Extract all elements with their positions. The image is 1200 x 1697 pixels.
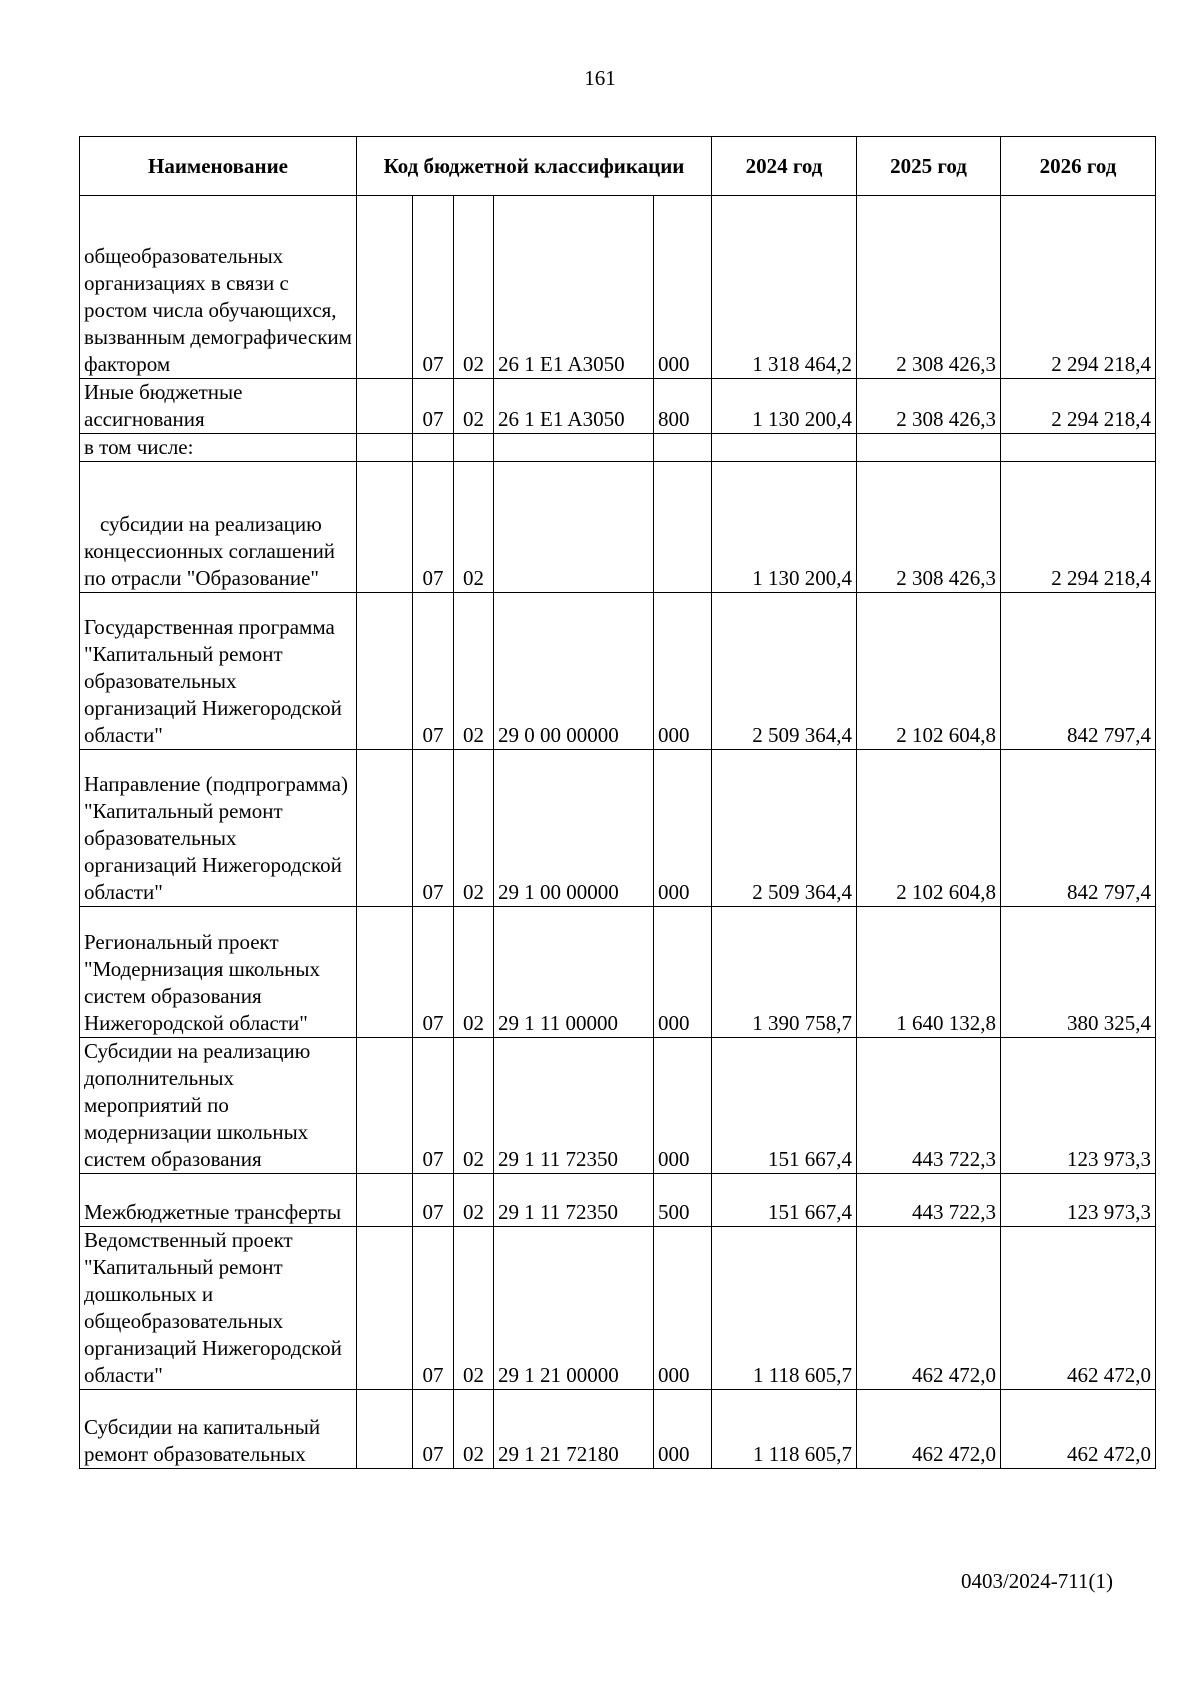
budget-table bbox=[79, 136, 1156, 1469]
row-code-target-text: 26 1 E1 A3050 bbox=[498, 352, 625, 376]
row-code-target bbox=[494, 196, 654, 379]
row-value-2026-text: 842 797,4 bbox=[1067, 880, 1152, 904]
row-code-grbs bbox=[357, 1227, 413, 1390]
header-name: Наименование bbox=[80, 137, 357, 196]
row-value-2025-text: 2 308 426,3 bbox=[896, 407, 997, 431]
row-value-2024-text: 1 130 200,4 bbox=[752, 566, 853, 590]
row-name bbox=[80, 1038, 357, 1174]
row-value-2024 bbox=[712, 907, 857, 1038]
row-code-subsection bbox=[454, 750, 494, 907]
header-2026: 2026 год bbox=[1001, 137, 1156, 196]
row-value-2025 bbox=[857, 434, 1001, 462]
row-code-section bbox=[413, 907, 454, 1038]
row-name bbox=[80, 379, 357, 434]
row-code-subsection-text: 02 bbox=[463, 352, 484, 376]
row-code-subsection-text: 02 bbox=[463, 1363, 484, 1387]
row-code-target bbox=[494, 1038, 654, 1174]
row-code-expense-type-text: 000 bbox=[658, 723, 690, 747]
row-name-text: Межбюджетные трансферты bbox=[84, 1200, 342, 1224]
row-value-2026 bbox=[1001, 1227, 1156, 1390]
table-body bbox=[80, 196, 1156, 1469]
row-value-2024-text: 151 667,4 bbox=[768, 1147, 853, 1171]
header-code: Код бюджетной классификации bbox=[357, 137, 712, 196]
row-code-subsection bbox=[454, 462, 494, 593]
row-value-2024-text: 2 509 364,4 bbox=[752, 723, 853, 747]
row-code-target-text: 29 1 11 72350 bbox=[498, 1200, 618, 1224]
row-code-grbs bbox=[357, 1174, 413, 1227]
row-name bbox=[80, 462, 357, 593]
row-code-subsection bbox=[454, 434, 494, 462]
row-value-2025 bbox=[857, 1038, 1001, 1174]
table-row bbox=[80, 907, 1156, 1038]
row-value-2024-text: 1 318 464,2 bbox=[752, 352, 853, 376]
row-code-subsection-text: 02 bbox=[463, 723, 484, 747]
row-code-expense-type-text: 500 bbox=[658, 1200, 690, 1224]
row-value-2024 bbox=[712, 196, 857, 379]
row-value-2024-text: 1 130 200,4 bbox=[752, 407, 853, 431]
row-value-2024 bbox=[712, 434, 857, 462]
document-code: 0403/2024-711(1) bbox=[960, 1569, 1113, 1593]
row-code-target bbox=[494, 1174, 654, 1227]
row-code-subsection-text: 02 bbox=[463, 407, 484, 431]
row-code-expense-type-text: 000 bbox=[658, 1147, 690, 1171]
row-code-expense-type-text: 000 bbox=[658, 352, 690, 376]
row-value-2026 bbox=[1001, 907, 1156, 1038]
row-code-target-text: 29 1 21 72180 bbox=[498, 1442, 619, 1466]
table-row bbox=[80, 379, 1156, 434]
row-value-2025-text: 443 722,3 bbox=[912, 1147, 997, 1171]
row-value-2024 bbox=[712, 1227, 857, 1390]
row-code-section-text: 07 bbox=[422, 352, 444, 376]
row-code-grbs bbox=[357, 379, 413, 434]
table-header-row bbox=[80, 137, 1156, 196]
row-code-section bbox=[413, 462, 454, 593]
row-value-2025-text: 462 472,0 bbox=[912, 1363, 997, 1387]
row-name-text: Государственная программа "Капитальный ремонт образовательных организаций Нижегородской области" bbox=[84, 615, 342, 747]
row-code-grbs bbox=[357, 593, 413, 750]
row-value-2024 bbox=[712, 1038, 857, 1174]
row-code-expense-type bbox=[654, 1390, 712, 1469]
row-code-grbs bbox=[357, 196, 413, 379]
row-value-2025-text: 2 102 604,8 bbox=[896, 880, 997, 904]
row-value-2026 bbox=[1001, 196, 1156, 379]
row-code-section-text: 07 bbox=[422, 1363, 444, 1387]
row-code-target-text: 29 0 00 00000 bbox=[498, 723, 619, 747]
row-value-2025 bbox=[857, 196, 1001, 379]
row-code-subsection-text: 02 bbox=[463, 880, 484, 904]
row-code-target bbox=[494, 462, 654, 593]
row-name bbox=[80, 593, 357, 750]
row-value-2026 bbox=[1001, 434, 1156, 462]
row-code-target-text: 29 1 11 72350 bbox=[498, 1147, 618, 1171]
row-code-grbs bbox=[357, 1038, 413, 1174]
row-value-2025 bbox=[857, 462, 1001, 593]
row-code-section bbox=[413, 379, 454, 434]
row-value-2025 bbox=[857, 593, 1001, 750]
row-code-target-text: 29 1 21 00000 bbox=[498, 1363, 619, 1387]
table-row bbox=[80, 1174, 1156, 1227]
row-code-expense-type-text: 800 bbox=[658, 407, 690, 431]
row-name bbox=[80, 1390, 357, 1469]
row-value-2024-text: 151 667,4 bbox=[768, 1200, 853, 1224]
row-name bbox=[80, 750, 357, 907]
header-2025: 2025 год bbox=[857, 137, 1001, 196]
row-code-expense-type bbox=[654, 1227, 712, 1390]
row-value-2024 bbox=[712, 379, 857, 434]
row-value-2025-text: 462 472,0 bbox=[912, 1442, 997, 1466]
row-code-target bbox=[494, 750, 654, 907]
row-code-section-text: 07 bbox=[422, 566, 444, 590]
row-value-2024 bbox=[712, 593, 857, 750]
table-row bbox=[80, 750, 1156, 907]
row-name-text: общеобразовательных организациях в связи с ростом числа обучающихся, вызванным демографическим фактором bbox=[84, 244, 352, 376]
row-value-2026 bbox=[1001, 1390, 1156, 1469]
row-code-target bbox=[494, 1390, 654, 1469]
row-code-grbs bbox=[357, 750, 413, 907]
row-code-target-text: 29 1 11 00000 bbox=[498, 1011, 618, 1035]
row-value-2025 bbox=[857, 1174, 1001, 1227]
row-code-expense-type bbox=[654, 196, 712, 379]
row-code-subsection bbox=[454, 593, 494, 750]
table-row bbox=[80, 196, 1156, 379]
header-2024: 2024 год bbox=[712, 137, 857, 196]
row-value-2024-text: 1 118 605,7 bbox=[753, 1442, 853, 1466]
row-code-target bbox=[494, 1227, 654, 1390]
row-code-section-text: 07 bbox=[422, 1147, 444, 1171]
row-code-subsection bbox=[454, 907, 494, 1038]
row-value-2025-text: 2 102 604,8 bbox=[896, 723, 997, 747]
row-code-section-text: 07 bbox=[422, 1011, 444, 1035]
row-code-subsection-text: 02 bbox=[463, 1011, 484, 1035]
row-code-expense-type bbox=[654, 750, 712, 907]
row-value-2024-text: 1 118 605,7 bbox=[753, 1363, 853, 1387]
row-code-target-text: 29 1 00 00000 bbox=[498, 880, 619, 904]
row-code-subsection bbox=[454, 196, 494, 379]
row-code-expense-type bbox=[654, 379, 712, 434]
row-value-2024 bbox=[712, 750, 857, 907]
row-value-2024-text: 1 390 758,7 bbox=[752, 1011, 853, 1035]
table-row bbox=[80, 593, 1156, 750]
row-code-target bbox=[494, 907, 654, 1038]
row-code-subsection-text: 02 bbox=[463, 1442, 484, 1466]
row-code-target-text: 26 1 E1 A3050 bbox=[498, 407, 625, 431]
row-name bbox=[80, 907, 357, 1038]
row-code-section-text: 07 bbox=[422, 1200, 444, 1224]
row-code-expense-type bbox=[654, 434, 712, 462]
row-code-subsection bbox=[454, 379, 494, 434]
row-value-2025 bbox=[857, 1227, 1001, 1390]
row-code-expense-type bbox=[654, 1174, 712, 1227]
row-value-2025 bbox=[857, 379, 1001, 434]
row-value-2025 bbox=[857, 907, 1001, 1038]
table-row bbox=[80, 462, 1156, 593]
row-name-text: в том числе: bbox=[84, 435, 194, 459]
row-code-subsection bbox=[454, 1038, 494, 1174]
table-row bbox=[80, 1038, 1156, 1174]
row-code-subsection-text: 02 bbox=[463, 566, 484, 590]
row-name-text: Субсидии на капитальный ремонт образовательных bbox=[84, 1415, 321, 1466]
row-name-text: Иные бюджетные ассигнования bbox=[84, 380, 243, 431]
row-code-subsection-text: 02 bbox=[463, 1200, 484, 1224]
row-code-grbs bbox=[357, 1390, 413, 1469]
row-value-2025-text: 1 640 132,8 bbox=[896, 1011, 997, 1035]
row-value-2026-text: 123 973,3 bbox=[1067, 1200, 1152, 1224]
row-value-2024 bbox=[712, 1390, 857, 1469]
row-code-expense-type-text: 000 bbox=[658, 1363, 690, 1387]
row-value-2026-text: 2 294 218,4 bbox=[1051, 407, 1152, 431]
row-code-subsection-text: 02 bbox=[463, 1147, 484, 1171]
row-code-expense-type-text: 000 bbox=[658, 1442, 690, 1466]
row-code-section bbox=[413, 1038, 454, 1174]
row-code-target bbox=[494, 593, 654, 750]
row-code-section bbox=[413, 1390, 454, 1469]
row-code-subsection bbox=[454, 1174, 494, 1227]
row-code-section-text: 07 bbox=[422, 723, 444, 747]
row-code-expense-type-text: 000 bbox=[658, 1011, 690, 1035]
row-code-section bbox=[413, 1227, 454, 1390]
row-code-grbs bbox=[357, 907, 413, 1038]
row-code-expense-type-text: 000 bbox=[658, 880, 690, 904]
row-code-section bbox=[413, 196, 454, 379]
row-name-text: Субсидии на реализацию дополнительных мероприятий по модернизации школьных систем образования bbox=[84, 1039, 311, 1171]
row-value-2026 bbox=[1001, 1174, 1156, 1227]
row-name bbox=[80, 434, 357, 462]
row-value-2024 bbox=[712, 462, 857, 593]
row-value-2025 bbox=[857, 1390, 1001, 1469]
row-name bbox=[80, 1174, 357, 1227]
row-value-2024-text: 2 509 364,4 bbox=[752, 880, 853, 904]
row-code-section bbox=[413, 1174, 454, 1227]
row-value-2026-text: 123 973,3 bbox=[1067, 1147, 1152, 1171]
row-name-text: Направление (подпрограмма) "Капитальный ремонт образовательных организаций Нижегородской области" bbox=[84, 772, 348, 904]
row-value-2026 bbox=[1001, 1038, 1156, 1174]
row-code-section-text: 07 bbox=[422, 880, 444, 904]
row-value-2026 bbox=[1001, 462, 1156, 593]
row-value-2025-text: 2 308 426,3 bbox=[896, 566, 997, 590]
row-value-2026-text: 380 325,4 bbox=[1067, 1011, 1152, 1035]
row-name-text: Региональный проект "Модернизация школьных систем образования Нижегородской области" bbox=[84, 930, 321, 1035]
row-value-2024 bbox=[712, 1174, 857, 1227]
row-name bbox=[80, 1227, 357, 1390]
row-code-target bbox=[494, 379, 654, 434]
row-value-2026-text: 462 472,0 bbox=[1067, 1442, 1152, 1466]
row-value-2026-text: 842 797,4 bbox=[1067, 723, 1152, 747]
row-value-2026 bbox=[1001, 379, 1156, 434]
row-code-target bbox=[494, 434, 654, 462]
row-code-subsection bbox=[454, 1390, 494, 1469]
row-code-section bbox=[413, 750, 454, 907]
row-code-section-text: 07 bbox=[422, 1442, 444, 1466]
row-code-subsection bbox=[454, 1227, 494, 1390]
row-name bbox=[80, 196, 357, 379]
row-code-expense-type bbox=[654, 1038, 712, 1174]
row-code-section-text: 07 bbox=[422, 407, 444, 431]
row-value-2026-text: 462 472,0 bbox=[1067, 1363, 1152, 1387]
row-code-section bbox=[413, 593, 454, 750]
table-row bbox=[80, 1227, 1156, 1390]
row-name-text: Ведомственный проект "Капитальный ремонт дошкольных и общеобразовательных организаций Нижегородской области" bbox=[84, 1228, 342, 1387]
row-value-2025 bbox=[857, 750, 1001, 907]
row-code-grbs bbox=[357, 462, 413, 593]
row-value-2025-text: 2 308 426,3 bbox=[896, 352, 997, 376]
table-row bbox=[80, 434, 1156, 462]
row-code-expense-type bbox=[654, 462, 712, 593]
row-code-section bbox=[413, 434, 454, 462]
row-value-2026-text: 2 294 218,4 bbox=[1051, 352, 1152, 376]
table-row bbox=[80, 1390, 1156, 1469]
row-value-2026-text: 2 294 218,4 bbox=[1051, 566, 1152, 590]
page-number: 161 bbox=[584, 66, 616, 90]
row-name-text: субсидии на реализацию концессионных соглашений по отрасли "Образование" bbox=[84, 512, 336, 590]
row-code-grbs bbox=[357, 434, 413, 462]
row-code-expense-type bbox=[654, 907, 712, 1038]
row-code-expense-type bbox=[654, 593, 712, 750]
row-value-2026 bbox=[1001, 593, 1156, 750]
row-value-2025-text: 443 722,3 bbox=[912, 1200, 997, 1224]
row-value-2026 bbox=[1001, 750, 1156, 907]
